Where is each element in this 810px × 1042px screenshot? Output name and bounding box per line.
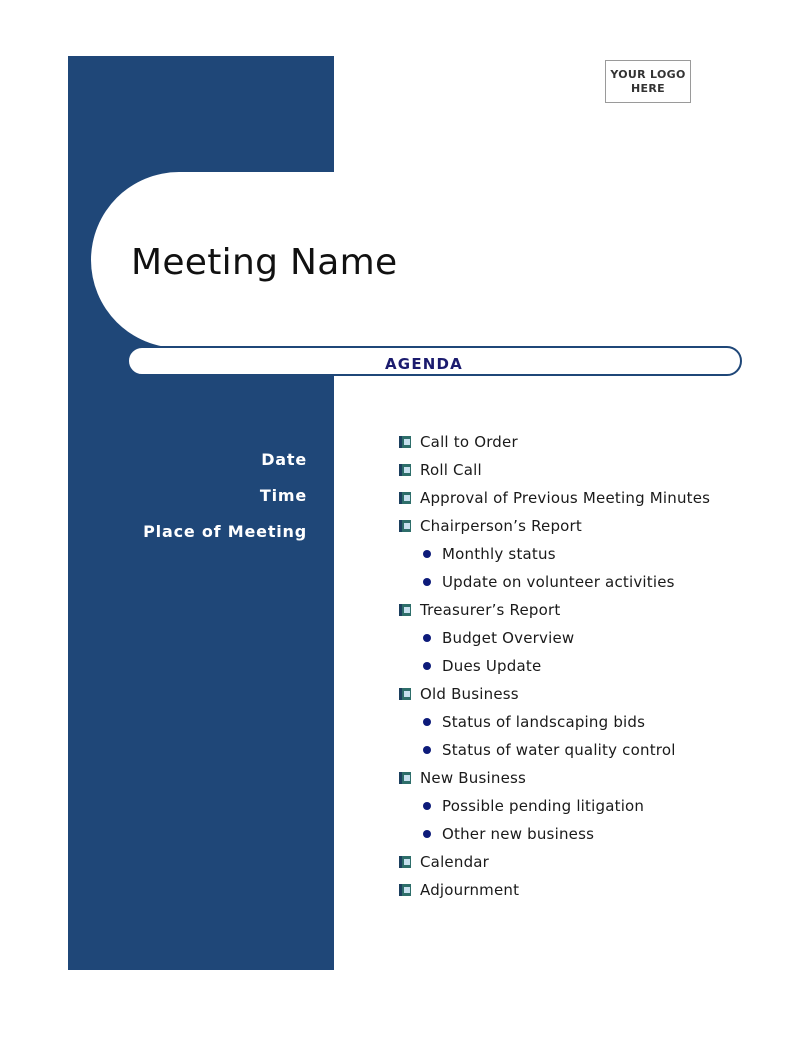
dot-bullet-icon — [423, 746, 431, 754]
agenda-item — [399, 484, 710, 512]
agenda-item — [399, 456, 710, 484]
dot-bullet-icon — [423, 802, 431, 810]
square-bullet-icon — [399, 604, 411, 616]
agenda-item-label: Budget Overview — [442, 629, 575, 647]
dot-bullet-icon — [423, 550, 431, 558]
agenda-item-label: Old Business — [420, 685, 519, 703]
agenda-item-label: Roll Call — [420, 461, 482, 479]
page-title: Meeting Name — [131, 242, 398, 283]
agenda-item — [399, 848, 710, 876]
dot-bullet-icon — [423, 662, 431, 670]
square-bullet-icon — [399, 436, 411, 448]
agenda-item-label: Treasurer’s Report — [420, 601, 561, 619]
dot-bullet-icon — [423, 718, 431, 726]
agenda-item-label: Possible pending litigation — [442, 797, 645, 815]
agenda-item-label: Chairperson’s Report — [420, 517, 582, 535]
agenda-sub-item — [399, 540, 710, 568]
agenda-item-label: Dues Update — [442, 657, 542, 675]
logo-placeholder: YOUR LOGO HERE — [605, 60, 691, 103]
agenda-sub-item — [399, 736, 710, 764]
time-label: Time — [259, 486, 307, 505]
agenda-sub-item — [399, 792, 710, 820]
agenda-item — [399, 512, 710, 540]
agenda-item-label: Monthly status — [442, 545, 556, 563]
place-label: Place of Meeting — [143, 522, 307, 541]
agenda-item-label: New Business — [420, 769, 527, 787]
agenda-item-label: Status of landscaping bids — [442, 713, 646, 731]
date-label: Date — [261, 450, 307, 469]
agenda-item-label: Update on volunteer activities — [442, 573, 675, 591]
agenda-heading: AGENDA — [385, 355, 463, 373]
agenda-item-label: Status of water quality control — [442, 741, 676, 759]
square-bullet-icon — [399, 772, 411, 784]
square-bullet-icon — [399, 520, 411, 532]
agenda-item-label: Calendar — [420, 853, 490, 871]
agenda-item-label: Adjournment — [420, 881, 520, 899]
agenda-item-label: Approval of Previous Meeting Minutes — [420, 489, 711, 507]
dot-bullet-icon — [423, 634, 431, 642]
square-bullet-icon — [399, 884, 411, 896]
agenda-sub-item — [399, 568, 710, 596]
agenda-item — [399, 596, 710, 624]
dot-bullet-icon — [423, 578, 431, 586]
agenda-sub-item — [399, 708, 710, 736]
agenda-sub-item — [399, 652, 710, 680]
square-bullet-icon — [399, 688, 411, 700]
agenda-item-label: Call to Order — [420, 433, 518, 451]
agenda-list — [399, 428, 710, 904]
dot-bullet-icon — [423, 830, 431, 838]
agenda-item — [399, 764, 710, 792]
agenda-sub-item — [399, 624, 710, 652]
square-bullet-icon — [399, 464, 411, 476]
agenda-item — [399, 876, 710, 904]
agenda-item-label: Other new business — [442, 825, 595, 843]
square-bullet-icon — [399, 856, 411, 868]
square-bullet-icon — [399, 492, 411, 504]
agenda-item — [399, 680, 710, 708]
agenda-sub-item — [399, 820, 710, 848]
agenda-item — [399, 428, 710, 456]
